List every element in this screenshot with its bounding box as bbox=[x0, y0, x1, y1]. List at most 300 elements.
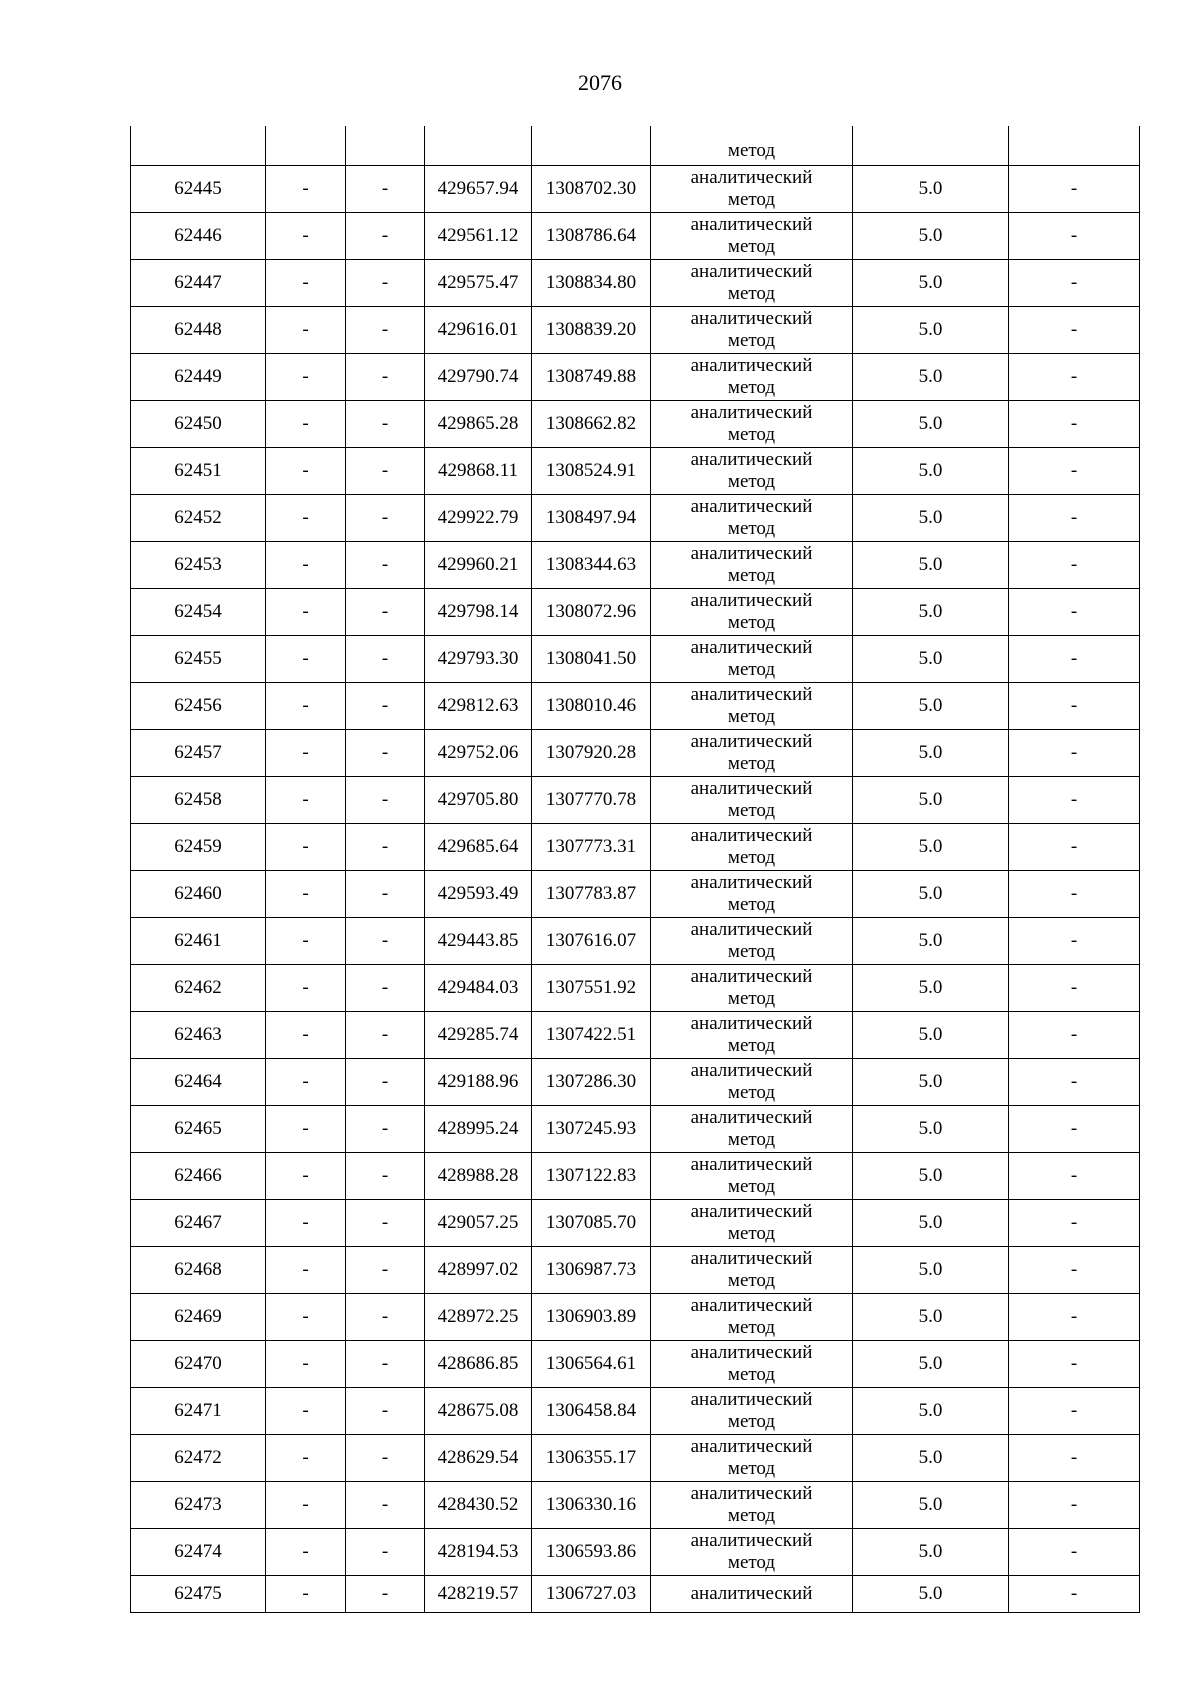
point-id-cell: 62469 bbox=[131, 1294, 266, 1341]
x-coordinate-cell: 428972.25 bbox=[425, 1294, 532, 1341]
table-row bbox=[131, 1294, 1140, 1341]
col2-cell: - bbox=[266, 730, 346, 777]
note-cell: - bbox=[1009, 1059, 1140, 1106]
method-line1: аналитический bbox=[690, 1107, 813, 1128]
y-coordinate-cell: 1308839.20 bbox=[532, 307, 651, 354]
table-row bbox=[131, 401, 1140, 448]
col3-cell: - bbox=[346, 1529, 425, 1576]
y-coordinate-cell: 1307245.93 bbox=[532, 1106, 651, 1153]
col3-cell: - bbox=[346, 1059, 425, 1106]
x-coordinate-cell: 429922.79 bbox=[425, 495, 532, 542]
col3-cell: - bbox=[346, 1341, 425, 1388]
table-row bbox=[131, 730, 1140, 777]
note-cell: - bbox=[1009, 1529, 1140, 1576]
point-id-cell: 62451 bbox=[131, 448, 266, 495]
accuracy-cell: 5.0 bbox=[853, 871, 1009, 918]
method-line2: метод bbox=[727, 1082, 776, 1103]
y-coordinate-cell: 1306330.16 bbox=[532, 1482, 651, 1529]
col3-cell: - bbox=[346, 1482, 425, 1529]
note-cell: - bbox=[1009, 401, 1140, 448]
point-id-cell: 62446 bbox=[131, 213, 266, 260]
method-line1: аналитический bbox=[690, 1295, 813, 1316]
method-cell bbox=[651, 1388, 853, 1435]
point-id-cell: 62453 bbox=[131, 542, 266, 589]
x-coordinate-cell: 429868.11 bbox=[425, 448, 532, 495]
method-cell bbox=[651, 1482, 853, 1529]
col2-cell: - bbox=[266, 166, 346, 213]
method-line2: метод bbox=[727, 565, 776, 586]
method-line1: аналитический bbox=[690, 1342, 813, 1363]
col2-cell: - bbox=[266, 401, 346, 448]
point-id-cell: 62460 bbox=[131, 871, 266, 918]
col2-cell: - bbox=[266, 1388, 346, 1435]
col2-cell: - bbox=[266, 777, 346, 824]
table-row bbox=[131, 1435, 1140, 1482]
method-cell bbox=[651, 777, 853, 824]
col3-cell: - bbox=[346, 260, 425, 307]
accuracy-cell: 5.0 bbox=[853, 354, 1009, 401]
table-row bbox=[131, 166, 1140, 213]
method-line2: метод bbox=[727, 1458, 776, 1479]
y-coordinate-cell: 1306458.84 bbox=[532, 1388, 651, 1435]
point-id-cell: 62464 bbox=[131, 1059, 266, 1106]
note-cell: - bbox=[1009, 354, 1140, 401]
accuracy-cell: 5.0 bbox=[853, 495, 1009, 542]
col3-cell: - bbox=[346, 1012, 425, 1059]
note-cell: - bbox=[1009, 1435, 1140, 1482]
accuracy-cell: 5.0 bbox=[853, 1106, 1009, 1153]
y-coordinate-cell: 1308010.46 bbox=[532, 683, 651, 730]
x-coordinate-cell: 428988.28 bbox=[425, 1153, 532, 1200]
note-cell: - bbox=[1009, 1247, 1140, 1294]
col3-cell: - bbox=[346, 166, 425, 213]
note-cell: - bbox=[1009, 213, 1140, 260]
method-line2: метод bbox=[727, 800, 776, 821]
y-coordinate-cell: 1306564.61 bbox=[532, 1341, 651, 1388]
table-row bbox=[131, 1012, 1140, 1059]
point-id-cell: 62465 bbox=[131, 1106, 266, 1153]
accuracy-cell: 5.0 bbox=[853, 213, 1009, 260]
method-line2: метод bbox=[727, 659, 776, 680]
point-id-cell: 62472 bbox=[131, 1435, 266, 1482]
method-line2: метод bbox=[727, 377, 776, 398]
y-coordinate-cell: 1306355.17 bbox=[532, 1435, 651, 1482]
method-cell bbox=[651, 126, 853, 166]
note-cell: - bbox=[1009, 589, 1140, 636]
table-row bbox=[131, 1388, 1140, 1435]
method-line2: метод bbox=[727, 1317, 776, 1338]
table-row bbox=[131, 777, 1140, 824]
method-line1: аналитический bbox=[690, 402, 813, 423]
y-coordinate-cell: 1308344.63 bbox=[532, 542, 651, 589]
y-coordinate-cell: 1307920.28 bbox=[532, 730, 651, 777]
point-id-cell: 62473 bbox=[131, 1482, 266, 1529]
method-cell bbox=[651, 1153, 853, 1200]
y-coordinate-cell: 1307616.07 bbox=[532, 918, 651, 965]
col3-cell: - bbox=[346, 965, 425, 1012]
x-coordinate-cell: 429705.80 bbox=[425, 777, 532, 824]
note-cell: - bbox=[1009, 448, 1140, 495]
note-cell: - bbox=[1009, 1012, 1140, 1059]
point-id-cell: 62448 bbox=[131, 307, 266, 354]
accuracy-cell: 5.0 bbox=[853, 166, 1009, 213]
point-id-cell: 62445 bbox=[131, 166, 266, 213]
method-line1: аналитический bbox=[690, 778, 813, 799]
col3-cell: - bbox=[346, 1435, 425, 1482]
table-row bbox=[131, 824, 1140, 871]
note-cell: - bbox=[1009, 683, 1140, 730]
point-id-cell: 62463 bbox=[131, 1012, 266, 1059]
note-cell: - bbox=[1009, 1200, 1140, 1247]
method-cell bbox=[651, 495, 853, 542]
method-line1: аналитический bbox=[690, 167, 813, 188]
method-cell bbox=[651, 1341, 853, 1388]
note-cell: - bbox=[1009, 166, 1140, 213]
point-id-cell: 62467 bbox=[131, 1200, 266, 1247]
point-id-cell: 62459 bbox=[131, 824, 266, 871]
x-coordinate-cell: 429865.28 bbox=[425, 401, 532, 448]
note-cell: - bbox=[1009, 636, 1140, 683]
point-id-cell: 62461 bbox=[131, 918, 266, 965]
y-coordinate-cell: 1308662.82 bbox=[532, 401, 651, 448]
method-line2: метод bbox=[727, 847, 776, 868]
method-line1: аналитический bbox=[690, 966, 813, 987]
col2-cell: - bbox=[266, 1200, 346, 1247]
y-coordinate-cell: 1308786.64 bbox=[532, 213, 651, 260]
point-id-cell: 62449 bbox=[131, 354, 266, 401]
col2-cell: - bbox=[266, 1294, 346, 1341]
col2-cell: - bbox=[266, 260, 346, 307]
y-coordinate-cell: 1306727.03 bbox=[532, 1576, 651, 1613]
table-row bbox=[131, 307, 1140, 354]
col3-cell: - bbox=[346, 824, 425, 871]
accuracy-cell: 5.0 bbox=[853, 730, 1009, 777]
note-cell: - bbox=[1009, 1388, 1140, 1435]
col3-cell: - bbox=[346, 918, 425, 965]
point-id-cell: 62458 bbox=[131, 777, 266, 824]
table-row bbox=[131, 448, 1140, 495]
table-row bbox=[131, 871, 1140, 918]
x-coordinate-cell: 428219.57 bbox=[425, 1576, 532, 1613]
method-line1: аналитический bbox=[690, 731, 813, 752]
method-line2: метод bbox=[727, 424, 776, 445]
accuracy-cell: 5.0 bbox=[853, 1012, 1009, 1059]
col2-cell: - bbox=[266, 1153, 346, 1200]
note-cell: - bbox=[1009, 1576, 1140, 1613]
note-cell: - bbox=[1009, 730, 1140, 777]
method-cell bbox=[651, 1200, 853, 1247]
col3-cell: - bbox=[346, 542, 425, 589]
accuracy-cell: 5.0 bbox=[853, 1153, 1009, 1200]
accuracy-cell: 5.0 bbox=[853, 1200, 1009, 1247]
col2-cell: - bbox=[266, 1576, 346, 1613]
x-coordinate-cell: 429793.30 bbox=[425, 636, 532, 683]
method-cell bbox=[651, 1059, 853, 1106]
table-row bbox=[131, 683, 1140, 730]
method-line1: аналитический bbox=[690, 1583, 813, 1604]
accuracy-cell: 5.0 bbox=[853, 401, 1009, 448]
method-line1: аналитический bbox=[690, 308, 813, 329]
note-cell: - bbox=[1009, 307, 1140, 354]
method-line1: аналитический bbox=[690, 872, 813, 893]
col2-cell: - bbox=[266, 1482, 346, 1529]
method-cell bbox=[651, 1294, 853, 1341]
x-coordinate-cell: 428629.54 bbox=[425, 1435, 532, 1482]
col2-cell: - bbox=[266, 1341, 346, 1388]
accuracy-cell: 5.0 bbox=[853, 918, 1009, 965]
point-id-cell: 62457 bbox=[131, 730, 266, 777]
method-line2: метод bbox=[727, 140, 776, 161]
table-row bbox=[131, 260, 1140, 307]
col3-cell: - bbox=[346, 636, 425, 683]
coordinates-table bbox=[130, 126, 1140, 1613]
method-cell bbox=[651, 307, 853, 354]
method-line1: аналитический bbox=[690, 214, 813, 235]
y-coordinate-cell: 1307551.92 bbox=[532, 965, 651, 1012]
method-line2: метод bbox=[727, 1176, 776, 1197]
col3-cell: - bbox=[346, 307, 425, 354]
x-coordinate-cell: 429575.47 bbox=[425, 260, 532, 307]
col3-cell: - bbox=[346, 871, 425, 918]
y-coordinate-cell: 1308041.50 bbox=[532, 636, 651, 683]
method-line1: аналитический bbox=[690, 1154, 813, 1175]
method-cell bbox=[651, 166, 853, 213]
col3-cell: - bbox=[346, 1576, 425, 1613]
y-coordinate-cell: 1307422.51 bbox=[532, 1012, 651, 1059]
method-line2: метод bbox=[727, 1364, 776, 1385]
col3-cell: - bbox=[346, 589, 425, 636]
col2-cell: - bbox=[266, 965, 346, 1012]
x-coordinate-cell: 429057.25 bbox=[425, 1200, 532, 1247]
note-cell: - bbox=[1009, 1294, 1140, 1341]
col3-cell: - bbox=[346, 1388, 425, 1435]
method-cell bbox=[651, 965, 853, 1012]
col3-cell: - bbox=[346, 1200, 425, 1247]
method-cell bbox=[651, 213, 853, 260]
accuracy-cell: 5.0 bbox=[853, 260, 1009, 307]
x-coordinate-cell: 429812.63 bbox=[425, 683, 532, 730]
table-row bbox=[131, 1247, 1140, 1294]
table-row bbox=[131, 636, 1140, 683]
method-line1: аналитический bbox=[690, 637, 813, 658]
table-row bbox=[131, 1341, 1140, 1388]
point-id-cell: 62455 bbox=[131, 636, 266, 683]
method-line2: метод bbox=[727, 1223, 776, 1244]
col2-cell: - bbox=[266, 1059, 346, 1106]
table-row bbox=[131, 213, 1140, 260]
method-line1: аналитический bbox=[690, 684, 813, 705]
accuracy-cell: 5.0 bbox=[853, 1529, 1009, 1576]
method-cell bbox=[651, 1576, 853, 1613]
method-line2: метод bbox=[727, 1035, 776, 1056]
method-cell bbox=[651, 918, 853, 965]
table-row bbox=[131, 354, 1140, 401]
point-id-cell: 62452 bbox=[131, 495, 266, 542]
method-line2: метод bbox=[727, 1505, 776, 1526]
method-line2: метод bbox=[727, 330, 776, 351]
method-cell bbox=[651, 824, 853, 871]
table-row bbox=[131, 1200, 1140, 1247]
note-cell: - bbox=[1009, 542, 1140, 589]
y-coordinate-cell: 1306903.89 bbox=[532, 1294, 651, 1341]
point-id-cell: 62468 bbox=[131, 1247, 266, 1294]
table-row bbox=[131, 1106, 1140, 1153]
method-line2: метод bbox=[727, 1270, 776, 1291]
accuracy-cell: 5.0 bbox=[853, 1482, 1009, 1529]
point-id-cell: 62475 bbox=[131, 1576, 266, 1613]
table-row bbox=[131, 1576, 1140, 1613]
col2-cell: - bbox=[266, 918, 346, 965]
point-id-cell: 62454 bbox=[131, 589, 266, 636]
col2-cell: - bbox=[266, 1012, 346, 1059]
col2-cell: - bbox=[266, 683, 346, 730]
col2-cell: - bbox=[266, 542, 346, 589]
col3-cell: - bbox=[346, 1106, 425, 1153]
x-coordinate-cell: 428995.24 bbox=[425, 1106, 532, 1153]
point-id-cell: 62447 bbox=[131, 260, 266, 307]
note-cell: - bbox=[1009, 1153, 1140, 1200]
method-line1: аналитический bbox=[690, 543, 813, 564]
col2-cell: - bbox=[266, 871, 346, 918]
point-id-cell: 62450 bbox=[131, 401, 266, 448]
method-line2: метод bbox=[727, 471, 776, 492]
note-cell: - bbox=[1009, 1482, 1140, 1529]
x-coordinate-cell: 428194.53 bbox=[425, 1529, 532, 1576]
method-line1: аналитический bbox=[690, 1436, 813, 1457]
y-coordinate-cell: 1308072.96 bbox=[532, 589, 651, 636]
col3-cell: - bbox=[346, 213, 425, 260]
method-line1: аналитический bbox=[690, 1013, 813, 1034]
x-coordinate-cell: 429616.01 bbox=[425, 307, 532, 354]
col2-cell: - bbox=[266, 1435, 346, 1482]
method-cell bbox=[651, 1012, 853, 1059]
method-cell bbox=[651, 636, 853, 683]
table-row bbox=[131, 589, 1140, 636]
accuracy-cell: 5.0 bbox=[853, 1576, 1009, 1613]
point-id-cell: 62456 bbox=[131, 683, 266, 730]
method-line2: метод bbox=[727, 941, 776, 962]
y-coordinate-cell: 1308834.80 bbox=[532, 260, 651, 307]
method-line2: метод bbox=[727, 236, 776, 257]
accuracy-cell: 5.0 bbox=[853, 965, 1009, 1012]
table-row bbox=[131, 1529, 1140, 1576]
col2-cell: - bbox=[266, 824, 346, 871]
note-cell: - bbox=[1009, 1341, 1140, 1388]
accuracy-cell: 5.0 bbox=[853, 777, 1009, 824]
y-coordinate-cell: 1308702.30 bbox=[532, 166, 651, 213]
method-line2: метод bbox=[727, 988, 776, 1009]
x-coordinate-cell: 429443.85 bbox=[425, 918, 532, 965]
col3-cell: - bbox=[346, 683, 425, 730]
note-cell: - bbox=[1009, 777, 1140, 824]
col2-cell: - bbox=[266, 1529, 346, 1576]
accuracy-cell: 5.0 bbox=[853, 1294, 1009, 1341]
method-line1: аналитический bbox=[690, 261, 813, 282]
y-coordinate-cell: 1306987.73 bbox=[532, 1247, 651, 1294]
note-cell: - bbox=[1009, 871, 1140, 918]
method-line1: аналитический bbox=[690, 1248, 813, 1269]
method-line1: аналитический bbox=[690, 1201, 813, 1222]
method-cell bbox=[651, 1529, 853, 1576]
point-id-cell: 62462 bbox=[131, 965, 266, 1012]
x-coordinate-cell: 428686.85 bbox=[425, 1341, 532, 1388]
col3-cell: - bbox=[346, 354, 425, 401]
col3-cell: - bbox=[346, 448, 425, 495]
accuracy-cell: 5.0 bbox=[853, 448, 1009, 495]
point-id-cell: 62466 bbox=[131, 1153, 266, 1200]
y-coordinate-cell: 1307770.78 bbox=[532, 777, 651, 824]
x-coordinate-cell: 429657.94 bbox=[425, 166, 532, 213]
x-coordinate-cell: 429188.96 bbox=[425, 1059, 532, 1106]
col2-cell: - bbox=[266, 213, 346, 260]
method-cell bbox=[651, 1435, 853, 1482]
accuracy-cell: 5.0 bbox=[853, 1341, 1009, 1388]
method-cell bbox=[651, 1106, 853, 1153]
accuracy-cell: 5.0 bbox=[853, 1247, 1009, 1294]
method-cell bbox=[651, 1247, 853, 1294]
method-line1: аналитический bbox=[690, 590, 813, 611]
col2-cell: - bbox=[266, 636, 346, 683]
note-cell: - bbox=[1009, 260, 1140, 307]
col3-cell: - bbox=[346, 1294, 425, 1341]
table-row bbox=[131, 1482, 1140, 1529]
table-row bbox=[131, 495, 1140, 542]
note-cell: - bbox=[1009, 918, 1140, 965]
y-coordinate-cell: 1307286.30 bbox=[532, 1059, 651, 1106]
method-cell bbox=[651, 448, 853, 495]
method-line2: метод bbox=[727, 706, 776, 727]
x-coordinate-cell: 429752.06 bbox=[425, 730, 532, 777]
table-row bbox=[131, 965, 1140, 1012]
continuation-row bbox=[131, 126, 1140, 166]
method-line2: метод bbox=[727, 1129, 776, 1150]
accuracy-cell: 5.0 bbox=[853, 1388, 1009, 1435]
method-line1: аналитический bbox=[690, 919, 813, 940]
table-row bbox=[131, 1059, 1140, 1106]
col3-cell: - bbox=[346, 1247, 425, 1294]
col2-cell: - bbox=[266, 1106, 346, 1153]
col2-cell: - bbox=[266, 307, 346, 354]
method-line2: метод bbox=[727, 753, 776, 774]
y-coordinate-cell: 1308497.94 bbox=[532, 495, 651, 542]
x-coordinate-cell: 429285.74 bbox=[425, 1012, 532, 1059]
method-line2: метод bbox=[727, 1411, 776, 1432]
col3-cell: - bbox=[346, 495, 425, 542]
accuracy-cell: 5.0 bbox=[853, 1435, 1009, 1482]
method-line2: метод bbox=[727, 283, 776, 304]
col2-cell: - bbox=[266, 354, 346, 401]
x-coordinate-cell: 429685.64 bbox=[425, 824, 532, 871]
note-cell: - bbox=[1009, 965, 1140, 1012]
method-line1: аналитический bbox=[690, 825, 813, 846]
y-coordinate-cell: 1307773.31 bbox=[532, 824, 651, 871]
method-line2: метод bbox=[727, 189, 776, 210]
method-cell bbox=[651, 730, 853, 777]
method-line1: аналитический bbox=[690, 496, 813, 517]
method-line1: аналитический bbox=[690, 355, 813, 376]
accuracy-cell: 5.0 bbox=[853, 542, 1009, 589]
col3-cell: - bbox=[346, 401, 425, 448]
method-cell bbox=[651, 871, 853, 918]
method-line1: аналитический bbox=[690, 1389, 813, 1410]
y-coordinate-cell: 1307122.83 bbox=[532, 1153, 651, 1200]
method-cell bbox=[651, 589, 853, 636]
col3-cell: - bbox=[346, 730, 425, 777]
col2-cell: - bbox=[266, 448, 346, 495]
accuracy-cell: 5.0 bbox=[853, 683, 1009, 730]
col2-cell: - bbox=[266, 1247, 346, 1294]
method-line2: метод bbox=[727, 612, 776, 633]
